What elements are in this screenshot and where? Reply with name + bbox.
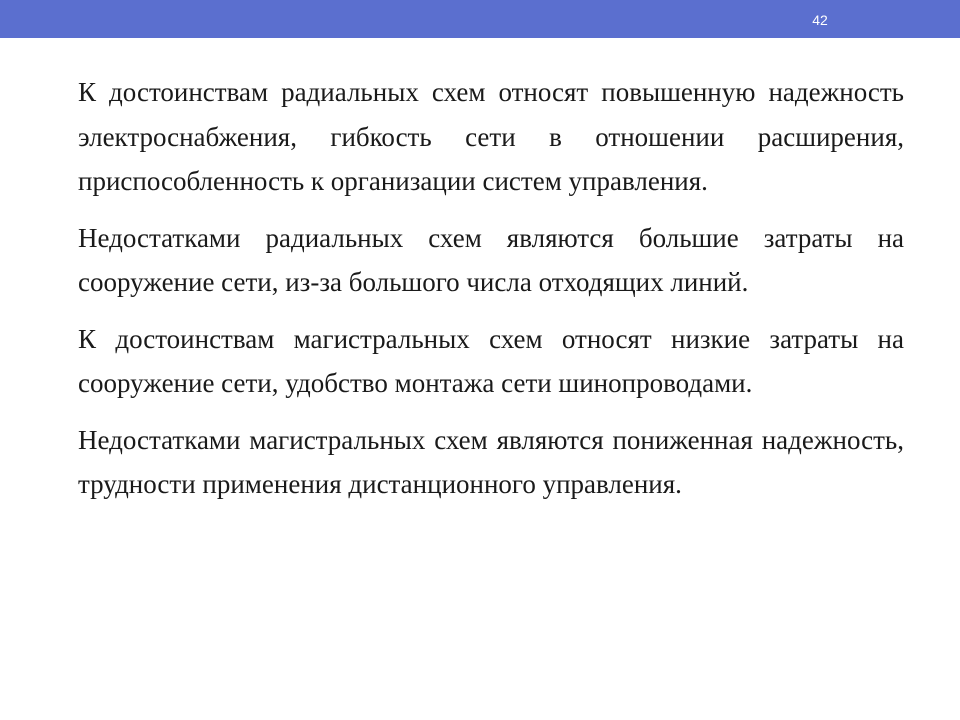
page-number: 42 — [812, 12, 828, 28]
paragraph-trunk-disadvantages: Недостатками магистральных схем являются пониженная надежность, трудности применения дистанционного управления. — [78, 424, 904, 499]
paragraph-trunk-advantages: К достоинствам магистральных схем относят низкие затраты на сооружение сети, удобство монтажа сети шинопроводами. — [78, 323, 904, 398]
slide-content — [78, 70, 904, 519]
paragraph-radial-disadvantages: Недостатками радиальных схем являются большие затраты на сооружение сети, из-за большого числа отходящих линий. — [78, 222, 904, 297]
paragraph-radial-advantages: К достоинствам радиальных схем относят повышенную надежность электроснабжения, гибкость сети в отношении расширения, приспособленность к организации систем управления. — [78, 77, 904, 196]
header-bar — [0, 0, 960, 38]
